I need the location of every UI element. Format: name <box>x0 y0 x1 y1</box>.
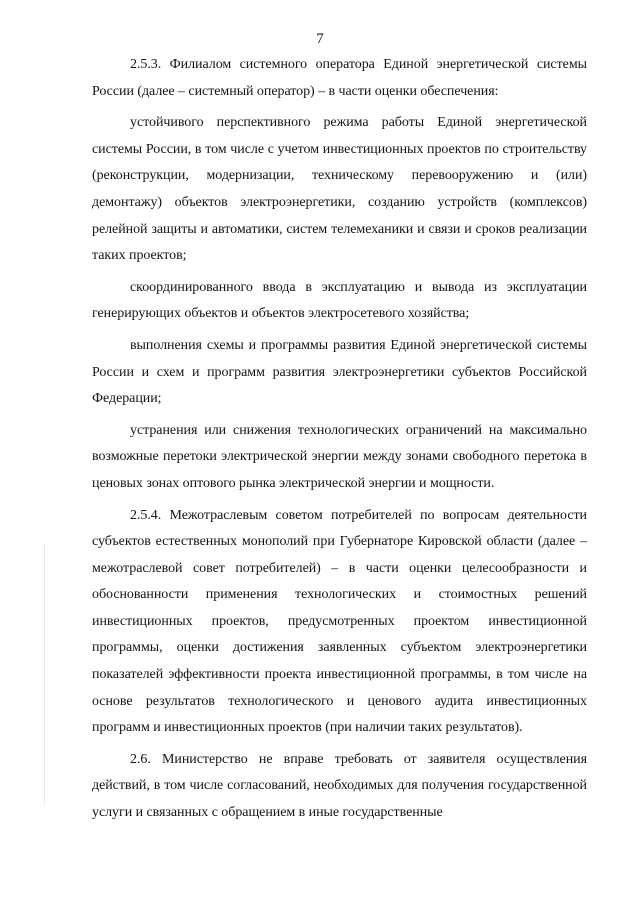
paragraph-2-5-4: 2.5.4. Межотраслевым советом потребителей по вопросам деятельности субъектов естественных монополий при Губернаторе Кировской области (далее – межотраслевой совет потребителей) – в части оценки целесообразности и обоснованности применения технологических и стоимостных решений инвестиционных проектов, предусмотренных проектом инвестиционной программы, оценки достижения заявленных субъектом электроэнергетики показателей эффективности проекта инвестиционной программы, в том числе на основе результатов технологического и ценового аудита инвестиционных программ и инвестиционных проектов (при наличии таких результатов). <box>92 507 587 736</box>
page-number: 7 <box>316 31 324 47</box>
scan-margin-mark <box>44 545 45 805</box>
paragraph-development-scheme: выполнения схемы и программы развития Единой энергетической системы России и схем и программ развития электроэнергетики субъектов Российской Федерации; <box>92 337 587 407</box>
paragraph-2-5-3: 2.5.3. Филиалом системного оператора Единой энергетической системы России (далее – системный оператор) – в части оценки обеспечения: <box>92 57 587 99</box>
paragraph-stable-mode: устойчивого перспективного режима работы Единой энергетической системы России, в том числе с учетом инвестиционных проектов по строительству (реконструкции, модернизации, техническому перевооружению и (или) демонтажу) объектов электроэнергетики, созданию устройств (комплексов) релейной защиты и автоматики, систем телемеханики и связи и сроков реализации таких проектов; <box>92 115 587 264</box>
paragraph-coordinated-commissioning: скоординированного ввода в эксплуатацию и вывода из эксплуатации генерирующих объектов и объектов электросетевого хозяйства; <box>92 279 587 322</box>
document-body <box>92 52 587 832</box>
paragraph-2-6: 2.6. Министерство не вправе требовать от заявителя осуществления действий, в том числе согласований, необходимых для получения государственной услуги и связанных с обращением в иные государственные <box>92 751 587 821</box>
paragraph-flow-restrictions: устранения или снижения технологических ограничений на максимально возможные перетоки электрической энергии между зонами свободного перетока в ценовых зонах оптового рынка электрической энергии и мощности. <box>92 422 587 491</box>
